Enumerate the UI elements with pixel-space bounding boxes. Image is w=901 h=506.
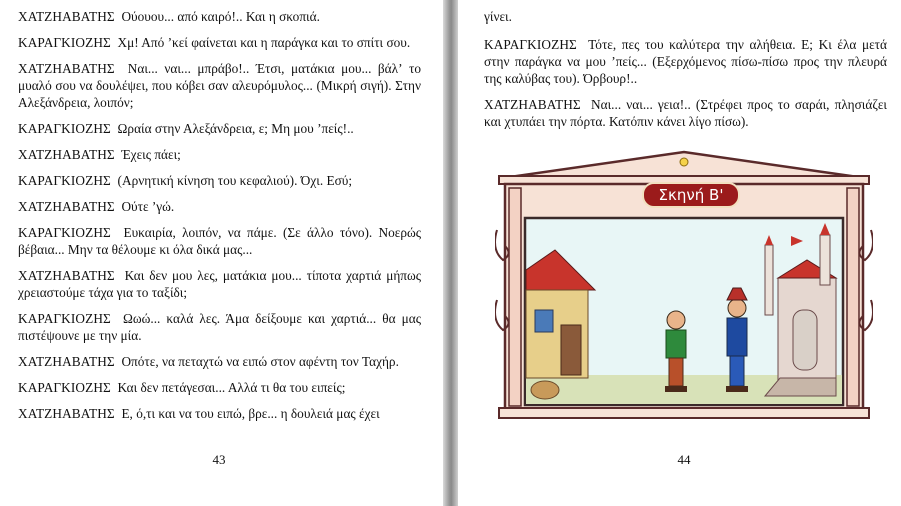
right-page: [458, 0, 901, 506]
dialogue-line: [18, 120, 421, 137]
dialogue-text: Ωραία στην Αλεξάνδρεια, ε; Μη μου ʼπείς!..: [117, 121, 354, 136]
dialogue-line: [484, 36, 887, 87]
speaker-name: ΧΑΤΖΗΑΒΑΤΗΣ: [18, 354, 115, 369]
dialogue-text: Ε, ό,τι και να του ειπώ, βρε... η δουλειά μας έχει: [121, 406, 380, 421]
dialogue-line: [18, 146, 421, 163]
dialogue-text: Χμ! Από ʼκεί φαίνεται και η παράγκα και το σπίτι σου.: [117, 35, 411, 50]
dialogue-text: Και δεν μου λες, ματάκια μου... τίποτα χαρτιά μήπως χρειαστούμε τάχα για το ταξίδι;: [18, 268, 422, 300]
speaker-name: ΚΑΡΑΓΚΙΟΖΗΣ: [484, 37, 577, 52]
page-number-right: 44: [677, 452, 691, 467]
dialogue-line: [18, 310, 421, 344]
dialogue-line: [18, 60, 421, 111]
speaker-name: ΧΑΤΖΗΑΒΑΤΗΣ: [18, 61, 115, 76]
book-gutter: [443, 0, 458, 506]
dialogue-line: [18, 405, 421, 422]
speaker-name: ΚΑΡΑΓΚΙΟΖΗΣ: [18, 173, 111, 188]
dialogue-text: (Αρνητική κίνηση του κεφαλιού). Όχι. Εσύ;: [117, 173, 353, 188]
dialogue-line: [18, 8, 421, 25]
speaker-name: ΚΑΡΑΓΚΙΟΖΗΣ: [18, 225, 111, 240]
dialogue-line: [18, 172, 421, 189]
dialogue-line: [18, 267, 421, 301]
left-page-text: [18, 8, 421, 431]
dialogue-line: [18, 379, 421, 396]
dialogue-text: Ναι... ναι... μπράβο!.. Έτσι, ματάκια μου... βάλʼ το μυαλό σου να δουλέψει, που κόβει σαν αλευρόμυλος... (Μικρή σιγή). Στην Αλεξάνδρεια, λοιπόν;: [18, 61, 421, 110]
speaker-name: ΚΑΡΑΓΚΙΟΖΗΣ: [18, 380, 111, 395]
dialogue-line: [484, 96, 887, 130]
speaker-name: ΧΑΤΖΗΑΒΑΤΗΣ: [18, 406, 115, 421]
speaker-name: ΧΑΤΖΗΑΒΑΤΗΣ: [484, 97, 581, 112]
dialogue-line: [18, 224, 421, 258]
speaker-name: ΧΑΤΖΗΑΒΑΤΗΣ: [18, 9, 115, 24]
dialogue-text: Ωωώ... καλά λες. Άμα δείξουμε και χαρτιά... θα μας πιστέψουνε με την μία.: [18, 311, 422, 343]
speaker-name: ΚΑΡΑΓΚΙΟΖΗΣ: [18, 35, 111, 50]
dialogue-line: [18, 353, 421, 370]
page-number-left: 43: [212, 452, 226, 467]
dialogue-text: Ούτε ʼγώ.: [121, 199, 175, 214]
left-page: [0, 0, 443, 506]
dialogue-text: Τότε, πες του καλύτερα την αλήθεια. Ε; Κι έλα μετά στην παράγκα να μου ʼπείς... (Εξερχόμενος πίσω-πίσω προς την πλευρά της καλύβας του). Όρβουρ!..: [484, 37, 887, 86]
dialogue-line: [18, 34, 421, 51]
dialogue-text: Ούουου... από καιρό!.. Και η σκοπιά.: [121, 9, 320, 24]
dialogue-text: Έχεις πάει;: [121, 147, 181, 162]
dialogue-text: Ευκαιρία, λοιπόν, να πάμε. (Σε άλλο τόνο). Νοερώς βέβαια... Μην τα θέλουμε κι όλα δικά μας...: [18, 225, 422, 257]
dialogue-line: [18, 198, 421, 215]
dialogue-text: Ναι... ναι... γεια!.. (Στρέφει προς το σαράι, πλησιάζει και χτυπάει την πόρτα. Κατόπιν κάνει λίγο πίσω).: [484, 97, 887, 129]
speaker-name: ΚΑΡΑΓΚΙΟΖΗΣ: [18, 311, 111, 326]
speaker-name: ΚΑΡΑΓΚΙΟΖΗΣ: [18, 121, 111, 136]
right-page-text: [484, 8, 887, 139]
speaker-name: ΧΑΤΖΗΑΒΑΤΗΣ: [18, 147, 115, 162]
dialogue-text: Οπότε, να πεταχτώ να ειπώ στον αφέντη τον Ταχήρ.: [121, 354, 399, 369]
speaker-name: ΧΑΤΖΗΑΒΑΤΗΣ: [18, 199, 115, 214]
speaker-name: ΧΑΤΖΗΑΒΑΤΗΣ: [18, 268, 115, 283]
dialogue-text: Και δεν πετάγεσαι... Αλλά τι θα του ειπείς;: [117, 380, 346, 395]
continuation-text: γίνει.: [484, 9, 512, 24]
scene-label: Σκηνή Β': [658, 186, 724, 204]
